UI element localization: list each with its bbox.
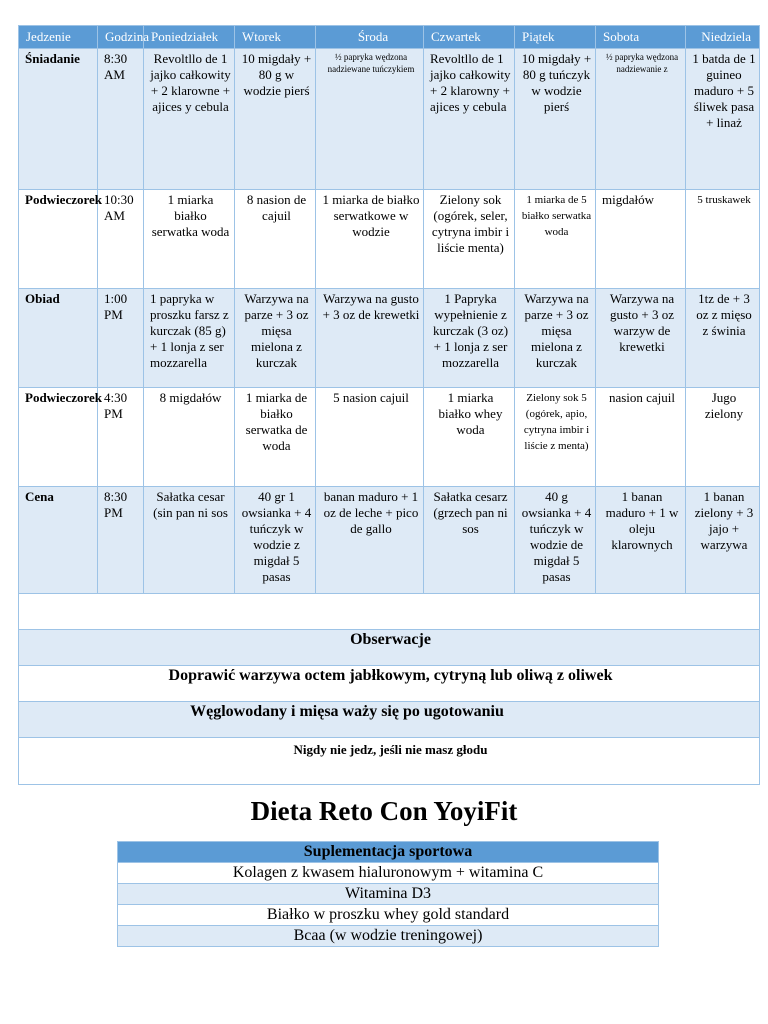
meal-cell-thursday: 1 miarka białko whey woda — [424, 388, 515, 487]
supplement-item: Witamina D3 — [118, 884, 659, 905]
col-header-thursday: Czwartek — [424, 26, 515, 49]
meal-time: 4:30 PM — [98, 388, 144, 487]
supplement-row — [118, 863, 659, 884]
meal-time: 8:30 PM — [98, 487, 144, 594]
meal-cell-saturday: 1 banan maduro + 1 w oleju klarownych — [596, 487, 686, 594]
col-header-wednesday: Środa — [316, 26, 424, 49]
supplement-row — [118, 884, 659, 905]
col-header-food: Jedzenie — [19, 26, 98, 49]
col-header-monday: Poniedziałek — [144, 26, 235, 49]
observation-row — [19, 738, 760, 785]
col-header-time: Godzina — [98, 26, 144, 49]
meal-cell-sunday: 1tz de + 3 oz z mięso z świnia — [686, 289, 760, 388]
meal-cell-wednesday: Warzywa na gusto + 3 oz de krewetki — [316, 289, 424, 388]
blank-cell — [19, 594, 760, 630]
col-header-saturday: Sobota — [596, 26, 686, 49]
meal-cell-monday: 8 migdałów — [144, 388, 235, 487]
observation-text: Nigdy nie jedz, jeśli nie masz głodu — [19, 738, 760, 785]
meal-cell-tuesday: 40 gr 1 owsianka + 4 tuńczyk w wodzie z migdał 5 pasas — [235, 487, 316, 594]
observation-text: Węglowodany i mięsa waży się po ugotowaniu — [19, 702, 760, 738]
meal-cell-sunday: 5 truskawek — [686, 190, 760, 289]
meal-cell-tuesday: Warzywa na parze + 3 oz mięsa mielona z kurczak — [235, 289, 316, 388]
meal-cell-monday: 1 papryka w proszku farsz z kurczak (85 g) + 1 lonja z ser mozzarella — [144, 289, 235, 388]
meal-name: Podwieczorek — [19, 388, 98, 487]
meal-cell-thursday: Revoltllo de 1 jajko całkowity + 2 klarowny + ajices y cebula — [424, 49, 515, 190]
meal-cell-tuesday: 10 migdały + 80 g w wodzie pierś — [235, 49, 316, 190]
meal-cell-thursday: Sałatka cesarz (grzech pan ni sos — [424, 487, 515, 594]
table-row — [19, 190, 760, 289]
table-row — [19, 49, 760, 190]
page-title: Dieta Reto Con YoyiFit — [250, 796, 518, 826]
table-row — [19, 388, 760, 487]
meal-cell-saturday: ½ papryka wędzona nadziewanie z — [596, 49, 686, 190]
meal-cell-wednesday: 5 nasion cajuil — [316, 388, 424, 487]
meal-cell-tuesday: 1 miarka de białko serwatka de woda — [235, 388, 316, 487]
meal-cell-sunday: Jugo zielony — [686, 388, 760, 487]
meal-name: Cena — [19, 487, 98, 594]
meal-cell-monday: Revoltllo de 1 jajko całkowity + 2 klarowne + ajices y cebula — [144, 49, 235, 190]
meal-cell-saturday: Warzywa na gusto + 3 oz warzyw de krewetki — [596, 289, 686, 388]
col-header-friday: Piątek — [515, 26, 596, 49]
meal-cell-friday: Warzywa na parze + 3 oz mięsa mielona z kurczak — [515, 289, 596, 388]
table-row — [19, 289, 760, 388]
meal-cell-wednesday: ½ papryka wędzona nadziewane tuńczykiem — [316, 49, 424, 190]
supplements-header: Suplementacja sportowa — [118, 842, 659, 863]
meal-cell-monday: 1 miarka białko serwatka woda — [144, 190, 235, 289]
meal-cell-friday: 1 miarka de 5 białko serwatka woda — [515, 190, 596, 289]
observation-row — [19, 666, 760, 702]
supplement-row — [118, 926, 659, 947]
blank-row — [19, 594, 760, 630]
observations-title-row — [19, 630, 760, 666]
meal-name: Śniadanie — [19, 49, 98, 190]
supplements-table — [117, 841, 659, 947]
meal-cell-friday: Zielony sok 5 (ogórek, apio, cytryna imbir i liście z menta) — [515, 388, 596, 487]
meal-cell-sunday: 1 batda de 1 guineo maduro + 5 śliwek pasa + linaż — [686, 49, 760, 190]
observations-title: Obserwacje — [19, 630, 760, 666]
meal-cell-tuesday: 8 nasion de cajuil — [235, 190, 316, 289]
col-header-tuesday: Wtorek — [235, 26, 316, 49]
observation-text: Doprawić warzywa octem jabłkowym, cytryną lub oliwą z oliwek — [19, 666, 760, 702]
supplement-item: Białko w proszku whey gold standard — [118, 905, 659, 926]
col-header-sunday: Niedziela — [686, 26, 760, 49]
observation-row — [19, 702, 760, 738]
supplement-row — [118, 905, 659, 926]
supplement-item: Kolagen z kwasem hialuronowym + witamina C — [118, 863, 659, 884]
meal-cell-friday: 40 g owsianka + 4 tuńczyk w wodzie de migdał 5 pasas — [515, 487, 596, 594]
meal-cell-monday: Sałatka cesar (sin pan ni sos — [144, 487, 235, 594]
meal-cell-friday: 10 migdały + 80 g tuńczyk w wodzie pierś — [515, 49, 596, 190]
meal-cell-saturday: nasion cajuil — [596, 388, 686, 487]
meal-time: 8:30 AM — [98, 49, 144, 190]
meal-cell-thursday: 1 Papryka wypełnienie z kurczak (3 oz) + 1 lonja z ser mozzarella — [424, 289, 515, 388]
meal-cell-saturday: migdałów — [596, 190, 686, 289]
meal-cell-sunday: 1 banan zielony + 3 jajo + warzywa — [686, 487, 760, 594]
meal-name: Obiad — [19, 289, 98, 388]
meal-cell-wednesday: banan maduro + 1 oz de leche + pico de gallo — [316, 487, 424, 594]
meal-time: 1:00 PM — [98, 289, 144, 388]
supplement-item: Bcaa (w wodzie treningowej) — [118, 926, 659, 947]
meal-plan-table — [18, 25, 760, 785]
meal-cell-thursday: Zielony sok (ogórek, seler, cytryna imbir i liście menta) — [424, 190, 515, 289]
header-row — [19, 26, 760, 49]
meal-name: Podwieczorek — [19, 190, 98, 289]
table-row — [19, 487, 760, 594]
supplements-header-row — [118, 842, 659, 863]
meal-time: 10:30 AM — [98, 190, 144, 289]
meal-cell-wednesday: 1 miarka de białko serwatkowe w wodzie — [316, 190, 424, 289]
